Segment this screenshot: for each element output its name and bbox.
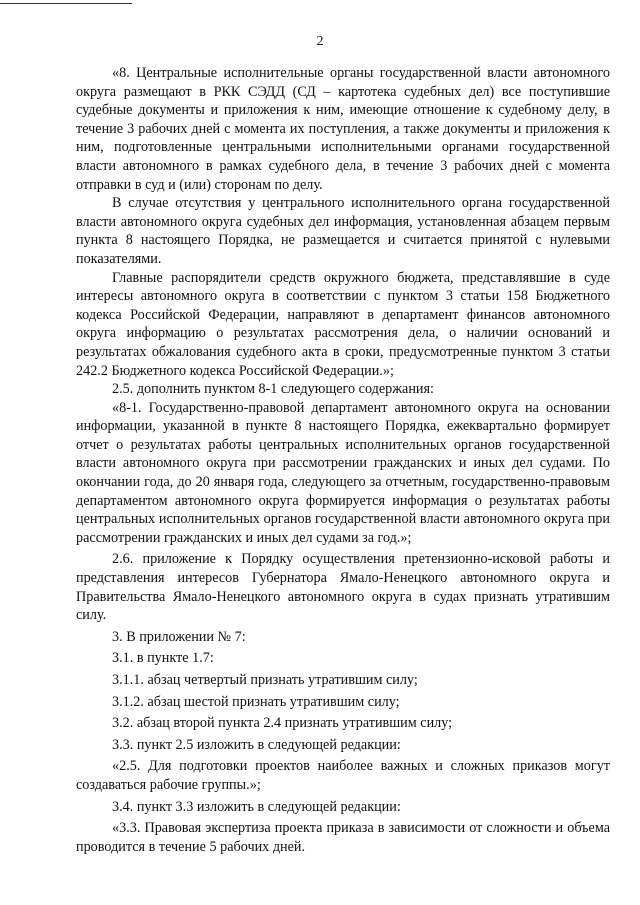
- paragraph-3-2: 3.2. абзац второй пункта 2.4 признать утратившим силу;: [112, 715, 453, 732]
- paragraph-2-5-new: «2.5. Для подготовки проектов наиболее важных и сложных приказов могут создаваться рабочие группы.»;: [76, 758, 610, 793]
- paragraph-3-4: 3.4. пункт 3.3 изложить в следующей редакции:: [112, 798, 401, 815]
- header-rule: [0, 3, 132, 4]
- paragraph-3-1: 3.1. в пункте 1.7:: [112, 650, 214, 667]
- paragraph-3-3: 3.3. пункт 2.5 изложить в следующей редакции:: [112, 736, 401, 753]
- paragraph-item-8-1: «8-1. Государственно-правовой департамент автономного округа на основании информации, указанной в пункте 8 настоящего Порядка, ежеквартально формирует отчет о результатах работы центральных исполнительных органов государственной власти автономного округа при рассмотрении гражданских и иных дел судами. По окончании года, до 20 января года, следующего за отчетным, государственно-правовым департаментом автономного округа формируется информация о результатах работы центральных исполнительных органов государственной власти автономного округа при рассмотрении гражданских и иных дел судами за год.»;: [76, 399, 610, 546]
- paragraph-3-3-new: «3.3. Правовая экспертиза проекта приказа в зависимости от сложности и объема проводится в течение 5 рабочих дней.: [76, 820, 610, 855]
- paragraph-2-6: 2.6. приложение к Порядку осуществления претензионно-исковой работы и представления интересов Губернатора Ямало-Ненецкого автономного округа и Правительства Ямало-Ненецкого автономного округа в судах признать утратившим силу.: [76, 551, 610, 624]
- paragraph-2-5: 2.5. дополнить пунктом 8-1 следующего содержания:: [112, 381, 434, 398]
- paragraph-item-8: «8. Центральные исполнительные органы государственной власти автономного округа размещают в РКК СЭДД (СД – картотека судебных дел) все поступившие судебные документы и приложения к ним, имеющие отношение к судебному делу, в течение 3 рабочих дней с момента их поступления, а также документы и приложения к ним, подготовленные центральными исполнительными органами государственной власти автономного в рамках судебного дела, в течение 3 рабочих дней с момента отправки в суд и (или) сторонам по делу.: [76, 65, 610, 193]
- document-body: [76, 64, 610, 856]
- paragraph-budget-managers: Главные распорядители средств окружного бюджета, представлявшие в суде интересы автономного округа в соответствии с пунктом 3 статьи 158 Бюджетного кодекса Российской Федерации, направляют в департамент финансов автономного округа информацию о результатах рассмотрения дела, о наличии оснований и результатах обжалования судебного акта в сроки, предусмотренные пунктом 3 статьи 242.2 Бюджетного кодекса Российской Федерации.»;: [76, 269, 610, 379]
- paragraph-3-1-1: 3.1.1. абзац четвертый признать утратившим силу;: [112, 672, 418, 688]
- page-number: 2: [316, 34, 324, 49]
- paragraph-no-cases: В случае отсутствия у центрального исполнительного органа государственной власти автономного округа судебных дел информация, установленная абзацем первым пункта 8 настоящего Порядка, не размещается и считается принятой с нулевыми показателями.: [76, 195, 610, 267]
- paragraph-3-1-2: 3.1.2. абзац шестой признать утратившим силу;: [112, 693, 400, 710]
- paragraph-3: 3. В приложении № 7:: [112, 628, 246, 645]
